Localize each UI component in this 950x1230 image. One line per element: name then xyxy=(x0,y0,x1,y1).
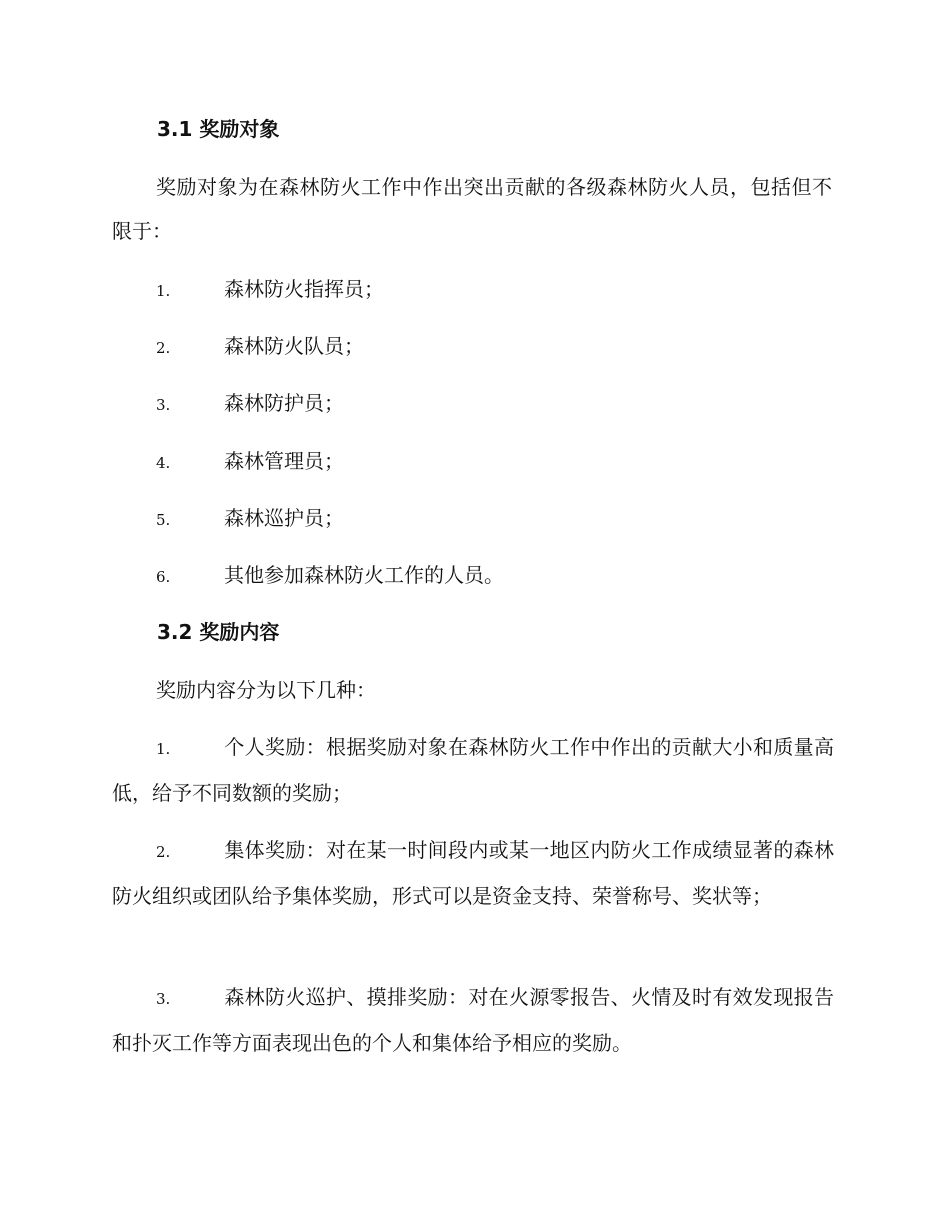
list-item xyxy=(112,725,834,815)
list-text: 森林管理员； xyxy=(224,449,344,473)
list-text: 集体奖励：对在某一时间段内或某一地区内防火工作成绩显著的森林防火组织或团队给予集体奖励，形式可以是资金支持、荣誉称号、奖状等； xyxy=(112,838,834,908)
list-text: 森林防护员； xyxy=(224,391,344,415)
list-text: 森林巡护员； xyxy=(224,506,344,530)
list-number: 5. xyxy=(156,511,171,529)
list-text: 森林防火巡护、摸排奖励：对在火源零报告、火情及时有效发现报告和扑灭工作等方面表现出色的个人和集体给予相应的奖励。 xyxy=(112,985,834,1055)
section-3-1-intro: 奖励对象为在森林防火工作中作出突出贡献的各级森林防火人员，包括但不限于： xyxy=(112,175,832,243)
section-heading-3-2: 3.2 奖励内容 xyxy=(157,620,280,644)
list-text: 森林防火队员； xyxy=(224,334,364,358)
section-heading-3-1: 3.1 奖励对象 xyxy=(157,117,280,141)
list-text: 其他参加森林防火工作的人员。 xyxy=(224,563,504,587)
list-item xyxy=(112,267,834,313)
list-number: 3. xyxy=(156,396,171,414)
section-3-2-intro: 奖励内容分为以下几种： xyxy=(156,678,376,702)
list-number: 3. xyxy=(156,990,171,1008)
list-text: 个人奖励：根据奖励对象在森林防火工作中作出的贡献大小和质量高低，给予不同数额的奖励； xyxy=(112,735,834,805)
list-number: 1. xyxy=(156,282,171,300)
list-item xyxy=(112,439,834,485)
list-number: 6. xyxy=(156,568,171,586)
list-item xyxy=(112,496,834,542)
list-item xyxy=(112,324,834,370)
list-item xyxy=(112,828,834,918)
list-item xyxy=(112,975,834,1065)
list-number: 4. xyxy=(156,454,171,472)
list-item xyxy=(112,381,834,427)
list-number: 1. xyxy=(156,740,171,758)
list-item xyxy=(112,553,834,599)
list-text: 森林防火指挥员； xyxy=(224,277,384,301)
list-number: 2. xyxy=(156,843,171,861)
list-number: 2. xyxy=(156,339,171,357)
